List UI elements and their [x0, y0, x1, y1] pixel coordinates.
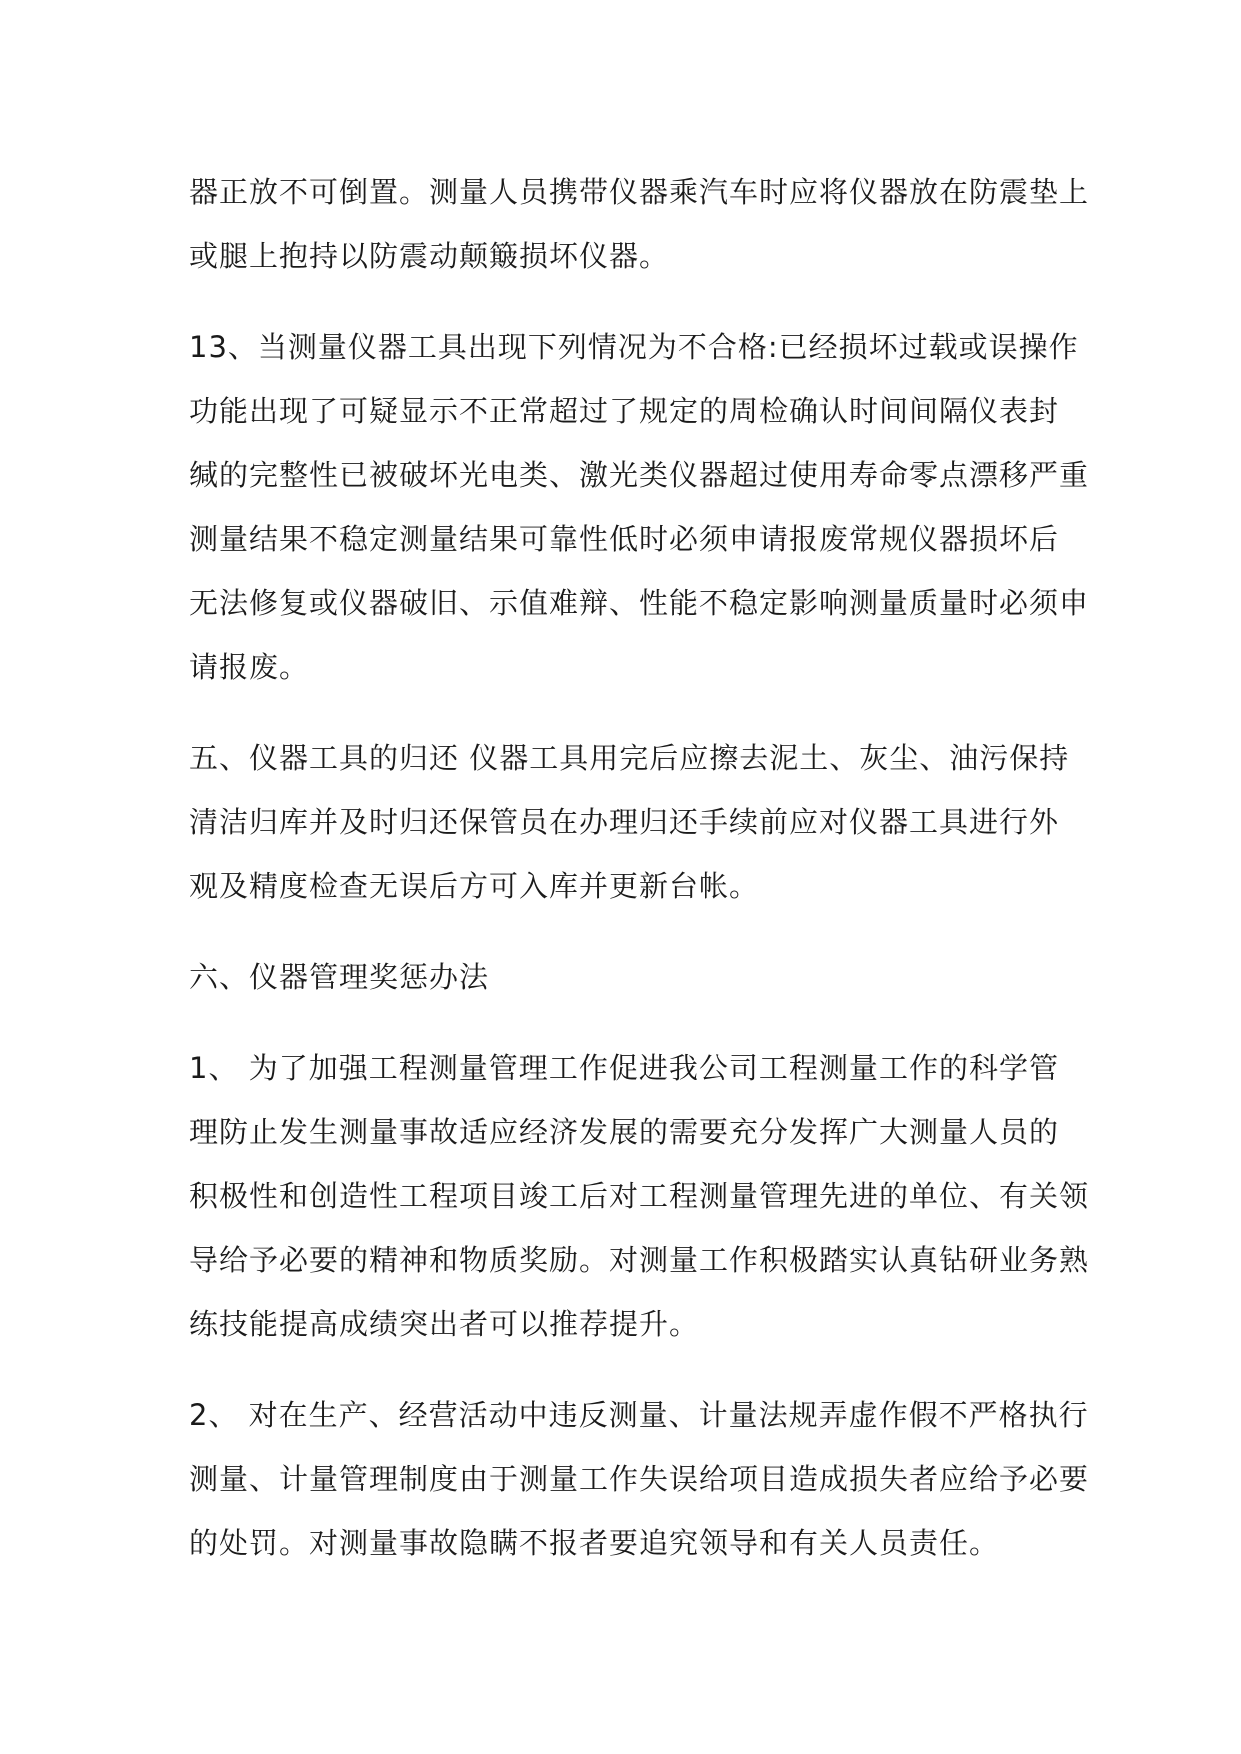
text-line: 五、仪器工具的归还 仪器工具用完后应擦去泥土、灰尘、油污保持: [189, 741, 1070, 775]
text-line: 清洁归库并及时归还保管员在办理归还手续前应对仪器工具进行外: [189, 805, 1060, 839]
paragraph-instrument-transport: [189, 160, 1090, 288]
text-line: 测量、计量管理制度由于测量工作失误给项目造成损失者应给予必要: [189, 1462, 1090, 1496]
text-line: 练技能提高成绩突出者可以推荐提升。: [189, 1307, 700, 1341]
text-line: 的处罚。对测量事故隐瞒不报者要追究领导和有关人员责任。: [189, 1526, 1000, 1560]
text-line: 2、 对在生产、经营活动中违反测量、计量法规弄虚作假不严格执行: [189, 1398, 1089, 1432]
text-line: 观及精度检查无误后方可入库并更新台帐。: [189, 869, 760, 903]
text-line: 或腿上抱持以防震动颠簸损坏仪器。: [189, 239, 670, 273]
text-line: 器正放不可倒置。测量人员携带仪器乘汽车时应将仪器放在防震垫上: [189, 175, 1090, 209]
paragraph-section-5-return: [189, 726, 1070, 918]
document-body: [189, 160, 1090, 1575]
section-heading-6: [189, 945, 1059, 1009]
text-line: 1、 为了加强工程测量管理工作促进我公司工程测量工作的科学管: [189, 1051, 1059, 1085]
paragraph-item-2-penalties: [189, 1383, 1090, 1575]
section-title: 六、仪器管理奖惩办法: [189, 960, 490, 994]
text-line: 缄的完整性已被破坏光电类、激光类仪器超过使用寿命零点漂移严重: [189, 458, 1090, 492]
paragraph-item-13-unqualified: [189, 315, 1090, 699]
paragraph-item-1-rewards: [189, 1036, 1090, 1356]
text-line: 测量结果不稳定测量结果可靠性低时必须申请报废常规仪器损坏后: [189, 522, 1060, 556]
text-line: 功能出现了可疑显示不正常超过了规定的周检确认时间间隔仪表封: [189, 394, 1060, 428]
text-line: 积极性和创造性工程项目竣工后对工程测量管理先进的单位、有关领: [189, 1179, 1090, 1213]
text-line: 无法修复或仪器破旧、示值难辩、性能不稳定影响测量质量时必须申: [189, 586, 1090, 620]
text-line: 请报废。: [189, 650, 310, 684]
text-line: 13、当测量仪器工具出现下列情况为不合格:已经损坏过载或误操作: [189, 330, 1079, 364]
text-line: 理防止发生测量事故适应经济发展的需要充分发挥广大测量人员的: [189, 1115, 1060, 1149]
text-line: 导给予必要的精神和物质奖励。对测量工作积极踏实认真钻研业务熟: [189, 1243, 1090, 1277]
